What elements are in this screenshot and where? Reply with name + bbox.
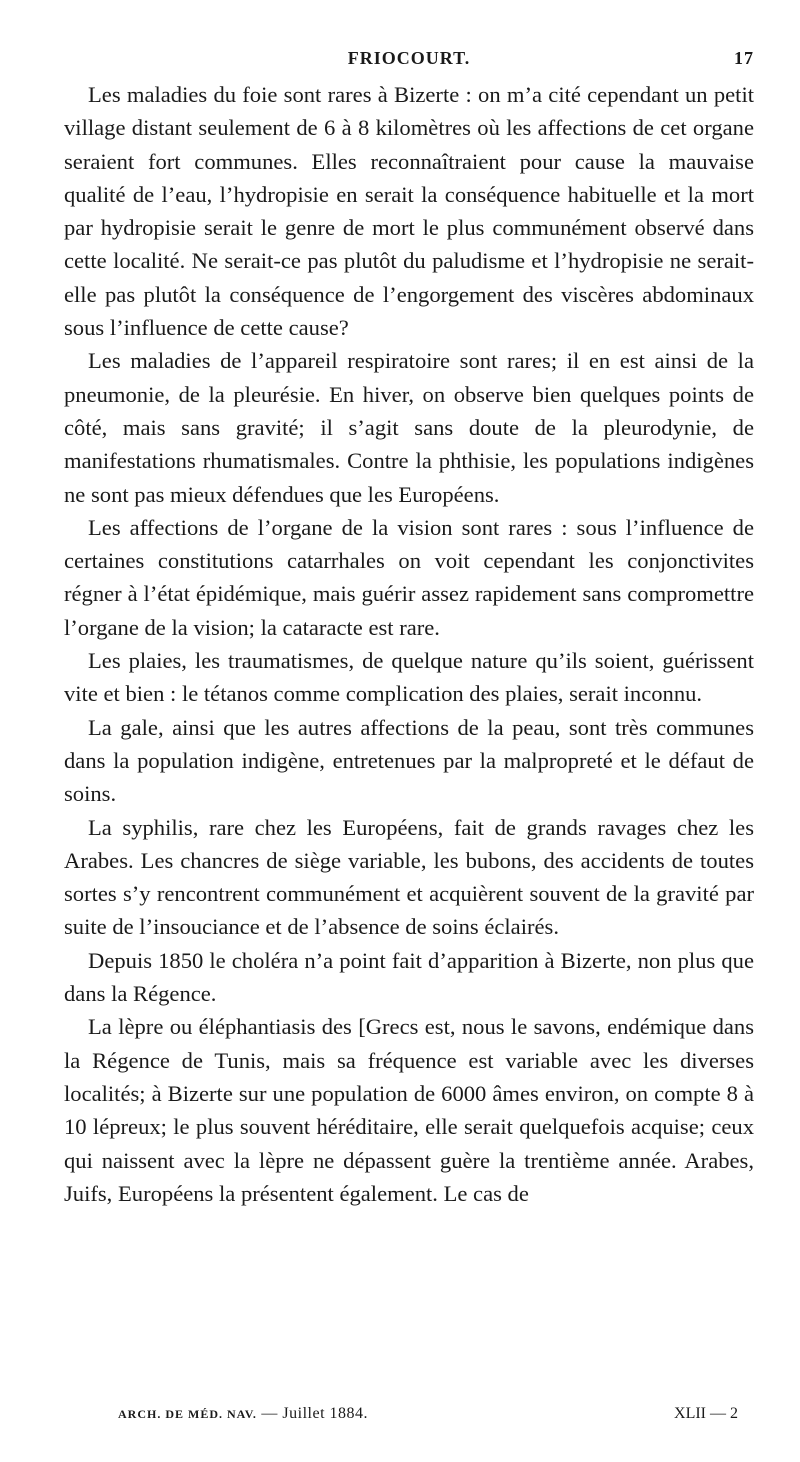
paragraph-respiratory-diseases: Les maladies de l’appareil respiratoire sont rares; il en est ainsi de la pneumonie, de la pleurésie. En hiver, on observe bien quelques points de côté, mais sans gravité; il s’agit sans doute de la pleurodynie, de manifestations rhumatismales. Contre la phthisie, les populations indigènes ne sont pas mieux défendues que les Européens.: [64, 348, 754, 507]
running-title: FRIOCOURT.: [347, 48, 471, 68]
footer-dash: —: [261, 1405, 278, 1422]
paragraph-vision-diseases: Les affections de l’organe de la vision sont rares : sous l’influence de certaines constitutions catarrhales on voit cependant les conjonctivites régner à l’état épidémique, mais guérir assez rapidement sans compromettre l’organe de la vision; la cataracte est rare.: [64, 514, 754, 640]
paragraph-liver-diseases: Les maladies du foie sont rares à Bizerte : on m’a cité cependant un petit village distant seulement de 6 à 8 kilomètres où les affections de cet organe seraient fort communes. Elles reconnaîtraient pour cause la mauvaise qualité de l’eau, l’hydropisie en serait la conséquence habituelle et la mort par hydropisie serait le genre de mort le plus communément observé dans cette localité. Ne serait-ce pas plutôt du paludisme et l’hydropisie ne serait-elle pas plutôt la conséquence de l’engorgement des viscères abdominaux sous l’influence de cette cause?: [64, 82, 754, 341]
paragraph-scabies: La gale, ainsi que les autres affections de la peau, sont très communes dans la population indigène, entretenues par la malpropreté et le défaut de soins.: [64, 714, 754, 807]
paragraph-cholera: Depuis 1850 le choléra n’a point fait d’apparition à Bizerte, non plus que dans la Régence.: [64, 947, 754, 1007]
running-head: [64, 48, 754, 78]
page: [64, 48, 754, 1210]
page-footer: [64, 1405, 754, 1431]
page-number: 17: [734, 48, 754, 68]
journal-citation: [118, 1405, 368, 1423]
paragraph-leprosy: La lèpre ou éléphantiasis des [Grecs est, nous le savons, endémique dans la Régence de Tunis, mais sa fréquence est variable avec les diverses localités; à Bizerte sur une population de 6000 âmes environ, on compte 8 à 10 lépreux; le plus souvent héréditaire, elle serait quelquefois acquise; ceux qui naissent avec la lèpre ne dépassent guère la trentième année. Arabes, Juifs, Européens la présentent également. Le cas de: [64, 1014, 754, 1206]
footer-date: Juillet 1884.: [282, 1405, 369, 1422]
paragraph-syphilis: La syphilis, rare chez les Européens, fait de grands ravages chez les Arabes. Les chancres de siège variable, les bubons, des accidents de toutes sortes s’y rencontrent communément et acquièrent souvent de la gravité par suite de l’insouciance et de l’absence de soins éclairés.: [64, 814, 754, 940]
paragraph-wounds: Les plaies, les traumatismes, de quelque nature qu’ils soient, guérissent vite et bien : le tétanos comme complication des plaies, serait inconnu.: [64, 648, 754, 707]
body-text: [64, 78, 754, 1210]
journal-abbrev: ARCH. DE MÉD. NAV.: [118, 1407, 257, 1421]
signature-mark: XLII — 2: [674, 1405, 738, 1422]
